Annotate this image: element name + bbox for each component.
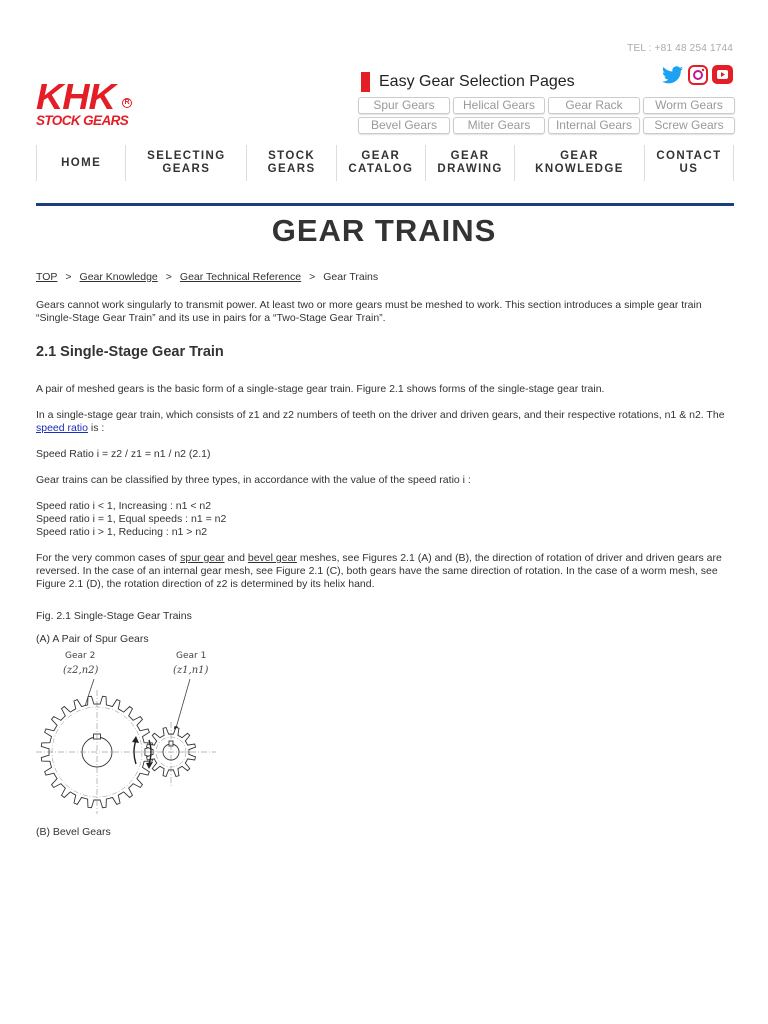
gear2-label: Gear 2 <box>65 651 96 661</box>
paragraph-classification: Gear trains can be classified by three types, in accordance with the value of the speed ratio i : <box>36 474 471 486</box>
section-heading: 2.1 Single-Stage Gear Train <box>36 344 224 360</box>
breadcrumb-current: Gear Trains <box>323 271 379 283</box>
gear1-label: Gear 1 <box>176 651 207 661</box>
khk-logo[interactable] <box>36 76 132 128</box>
paragraph-basic-form: A pair of meshed gears is the basic form of a single-stage gear train. Figure 2.1 shows forms of the single-stage gear train. <box>36 383 605 395</box>
nav-contact-us[interactable]: CONTACT US <box>644 145 734 181</box>
screw-gears-link[interactable]: Screw Gears <box>643 117 735 134</box>
ratio-equal: Speed ratio i = 1, Equal speeds : n1 = n2 <box>36 513 227 525</box>
miter-gears-link[interactable]: Miter Gears <box>453 117 545 134</box>
registered-mark-icon: R <box>122 98 132 108</box>
spur-gears-link[interactable]: Spur Gears <box>358 97 450 114</box>
paragraph-directions-text: For the very common cases of <box>36 552 181 564</box>
gear-selection-links <box>358 97 735 134</box>
page-title: GEAR TRAINS <box>271 213 497 248</box>
main-navigation <box>36 145 734 181</box>
telephone-number: TEL : +81 48 254 1744 <box>627 43 733 54</box>
ratio-list <box>36 500 734 539</box>
breadcrumb-gear-knowledge[interactable]: Gear Knowledge <box>79 271 158 283</box>
logo-stock-gears-text: STOCK GEARS <box>36 113 129 128</box>
easy-gear-selection-title <box>361 72 575 92</box>
article-content <box>36 299 734 659</box>
instagram-icon[interactable] <box>687 64 708 85</box>
ratio-increasing: Speed ratio i < 1, Increasing : n1 < n2 <box>36 500 212 512</box>
nav-gear-drawing[interactable]: GEAR DRAWING <box>425 145 514 181</box>
bevel-gear-link[interactable]: bevel gear <box>247 552 297 564</box>
ratio-reducing: Speed ratio i > 1, Reducing : n1 > n2 <box>36 526 208 538</box>
twitter-icon[interactable] <box>662 64 683 85</box>
gear-rack-link[interactable]: Gear Rack <box>548 97 640 114</box>
youtube-icon[interactable] <box>712 64 733 85</box>
easy-gear-selection-label: Easy Gear Selection Pages <box>379 73 575 90</box>
gear1-subscript: (z1,n1) <box>173 665 209 676</box>
worm-gears-link[interactable]: Worm Gears <box>643 97 735 114</box>
nav-gear-catalog[interactable]: GEAR CATALOG <box>336 145 425 181</box>
social-links <box>662 64 733 85</box>
paragraph-teeth-text: In a single-stage gear train, which consists of z1 and z2 numbers of teeth on the driver and driven gears, and their respective rotations, n1 & n2. The <box>36 409 725 421</box>
figure-b-caption: (B) Bevel Gears <box>36 826 111 838</box>
nav-stock-gears[interactable]: STOCK GEARS <box>246 145 335 181</box>
header-divider <box>36 203 734 206</box>
spur-gear-link[interactable]: spur gear <box>180 552 225 564</box>
breadcrumb-top[interactable]: TOP <box>36 271 58 283</box>
logo-khk-text: KHK <box>36 76 115 117</box>
helical-gears-link[interactable]: Helical Gears <box>453 97 545 114</box>
paragraph-teeth <box>36 409 734 435</box>
paragraph-teeth-tail: is : <box>87 422 105 434</box>
figure-caption: Fig. 2.1 Single-Stage Gear Trains <box>36 610 192 622</box>
red-accent-bar <box>361 72 370 92</box>
paragraph-directions-tail: meshes, see Figures 2.1 (A) and (B), the direction of rotation of driver and driven gears are reversed. In the case of an internal gear mesh, see Figure 2.1 (C), both gears have the same direction of rotation. In the case of a worm mesh, see Figure 2.1 (D), the rotation direction of z2 is determined by its helix hand. <box>36 552 722 590</box>
breadcrumb: TOP > Gear Knowledge > Gear Technical Reference > Gear Trains <box>36 271 379 283</box>
figure-a-caption: (A) A Pair of Spur Gears <box>36 633 149 645</box>
nav-home[interactable]: HOME <box>36 145 125 181</box>
speed-ratio-formula: Speed Ratio i = z2 / z1 = n1 / n2 (2.1) <box>36 448 211 460</box>
paragraph-directions-and: and <box>224 552 248 564</box>
speed-ratio-link[interactable]: speed ratio <box>36 422 88 434</box>
breadcrumb-gear-technical-reference[interactable]: Gear Technical Reference <box>179 271 302 283</box>
internal-gears-link[interactable]: Internal Gears <box>548 117 640 134</box>
spur-gear-pair-figure <box>36 646 216 814</box>
bevel-gears-link[interactable]: Bevel Gears <box>358 117 450 134</box>
nav-selecting-gears[interactable]: SELECTING GEARS <box>125 145 246 181</box>
gear2-subscript: (z2,n2) <box>63 665 99 676</box>
paragraph-directions <box>36 552 734 591</box>
intro-paragraph: Gears cannot work singularly to transmit power. At least two or more gears must be meshed to work. This section introduces a simple gear train “Single-Stage Gear Train” and its use in pairs for a “Two-Stage Gear Train”. <box>36 299 702 324</box>
nav-gear-knowledge[interactable]: GEAR KNOWLEDGE <box>514 145 644 181</box>
